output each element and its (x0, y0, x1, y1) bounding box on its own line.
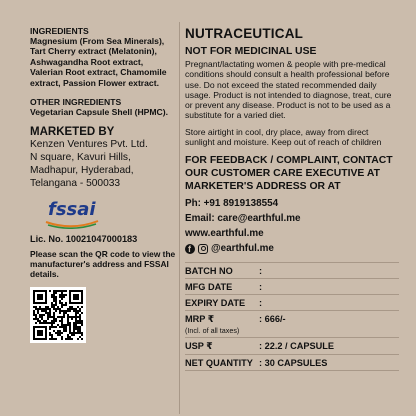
usp-row (185, 338, 399, 355)
website-link[interactable]: www.earthful.me (185, 228, 264, 240)
mrp-value: : 666/- (259, 314, 286, 325)
phone-number[interactable]: Ph: +91 8919138554 (185, 198, 279, 210)
mrp-tax-note: (Incl. of all taxes) (185, 326, 240, 336)
social-handle[interactable]: @earthful.me (211, 243, 274, 255)
category-title: NUTRACEUTICAL (185, 26, 304, 41)
fssai-logo (30, 199, 178, 231)
batch-label: BATCH NO (185, 266, 233, 277)
column-divider (179, 22, 180, 414)
batch-row (185, 263, 399, 279)
ingredients-text: Magnesium (From Sea Minerals), Tart Cherry extract (Melatonin), Ashwagandha Root extract, Valerian Root extract, Chamomile extract, Passion Flower extract. (30, 36, 167, 88)
storage-text: Store airtight in cool, dry place, away from direct sunlight and moisture. Keep out of reach of children (185, 126, 382, 148)
batch-value: : (259, 266, 263, 277)
details-table (185, 262, 399, 371)
license-number: Lic. No. 10021047000183 (30, 233, 138, 244)
mrp-row (185, 311, 399, 338)
contact-block (185, 196, 399, 256)
social-row (185, 241, 399, 256)
medicinal-disclaimer: NOT FOR MEDICINAL USE (185, 46, 317, 57)
right-column (185, 26, 399, 371)
expiry-row (185, 295, 399, 311)
other-ingredients-title: OTHER INGREDIENTS (30, 97, 122, 108)
left-column (30, 26, 178, 343)
warning-text: Pregnant/lactating women & people with pre-medical conditions should consult a health professional before use. Do not exceed the stated recommended daily usage. Product is not intended to diagnose, treat, cure or prevent any disease. Product is not to be used as a substitute for a varied diet. (185, 59, 392, 121)
other-ingredients-text: Vegetarian Capsule Shell (HPMC). (30, 107, 169, 118)
expiry-label: EXPIRY DATE (185, 298, 246, 309)
fssai-logo-text: fssai (48, 198, 96, 220)
mrp-label-block (185, 311, 259, 337)
quantity-label: NET QUANTITY (185, 358, 253, 369)
mfg-label: MFG DATE (185, 282, 233, 293)
mrp-label: MRP ₹ (185, 314, 215, 325)
feedback-heading: FOR FEEDBACK / COMPLAINT, CONTACT OUR CUSTOMER CARE EXECUTIVE AT MARKETER'S ADDRESS OR AT (185, 155, 393, 192)
quantity-row (185, 355, 399, 371)
mfg-value: : (259, 282, 263, 293)
expiry-value: : (259, 298, 263, 309)
usp-label: USP ₹ (185, 341, 213, 352)
email-address[interactable]: Email: care@earthful.me (185, 213, 301, 225)
marketer-line-2: N square, Kavuri Hills, (30, 152, 131, 164)
qr-code[interactable] (30, 287, 86, 343)
quantity-value: : 30 CAPSULES (259, 358, 328, 369)
marketed-by-title: MARKETED BY (30, 126, 115, 139)
fssai-swoosh-icon (44, 219, 100, 229)
marketer-line-3: Madhapur, Hyderabad, (30, 165, 134, 177)
mfg-row (185, 279, 399, 295)
usp-value: : 22.2 / CAPSULE (259, 341, 335, 352)
ingredients-title: INGREDIENTS (30, 26, 89, 36)
qr-code-icon (33, 290, 83, 340)
scan-instructions: Please scan the QR code to view the manufacturer's address and FSSAI details. (30, 248, 176, 280)
instagram-icon[interactable] (198, 244, 208, 254)
marketer-line-4: Telangana - 500033 (30, 177, 121, 189)
marketer-line-1: Kenzen Ventures Pvt. Ltd. (30, 139, 148, 151)
facebook-icon[interactable]: f (185, 244, 195, 254)
